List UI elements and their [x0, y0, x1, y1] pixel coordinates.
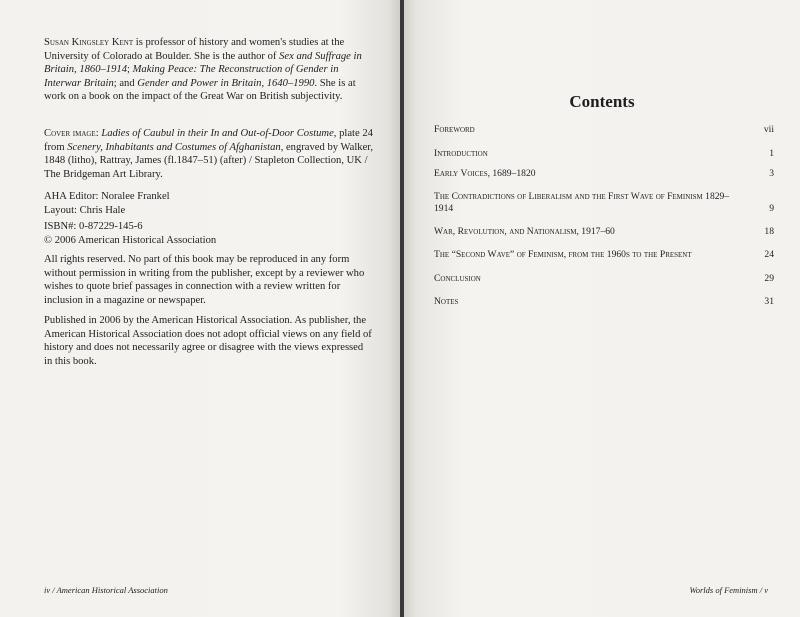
toc-entry-page: 9 — [769, 203, 774, 214]
toc-entry[interactable] — [434, 124, 774, 137]
book-title: Gender and Power in Britain, 1640–1990 — [137, 77, 315, 89]
right-footer: Worlds of Feminism / v — [689, 585, 768, 595]
bio-separator: ; — [127, 64, 133, 76]
toc-entry[interactable] — [434, 168, 774, 181]
published-paragraph: Published in 2006 by the American Historical Association. As publisher, the American Historical Association does not adopt official views on any field of history and does not necessarily agree or disagree with the views expressed in this book. — [44, 315, 372, 367]
toc-entry-label: Foreword — [434, 124, 475, 135]
toc-entry[interactable] — [434, 273, 774, 286]
toc-entry[interactable] — [434, 191, 774, 216]
cover-text: , engraved by Walker, 1848 (litho), Rattray, James (fl.1847–51) (after) / Stapleton Collection, UK / The Bridgeman Art Library. — [44, 141, 374, 180]
author-bio — [44, 36, 374, 104]
toc-entry-page: 24 — [764, 249, 774, 260]
toc-entry-page: 31 — [764, 296, 774, 307]
toc-entry[interactable] — [434, 226, 774, 239]
toc-entry-page: 1 — [769, 147, 774, 159]
toc-entry-label: Notes — [434, 296, 459, 307]
isbn-line: ISBN#: 0-87229-145-6 — [44, 221, 143, 232]
rights-paragraph: All rights reserved. No part of this book may be reproduced in any form without permission in writing from the publisher, except by a reviewer who wishes to quote brief passages in connection with a review written for inclusion in a magazine or newspaper. — [44, 254, 365, 306]
toc-entry-page: 18 — [764, 225, 774, 237]
toc-entry-label: The “Second Wave” of Feminism, from the 1960s to the Present — [434, 249, 692, 260]
author-name: Susan Kingsley Kent — [44, 37, 134, 48]
toc-entry-page: 3 — [769, 168, 774, 179]
cover-label: Cover image: — [44, 128, 99, 139]
toc-entry-label: War, Revolution, and Nationalism, 1917–60 — [434, 225, 615, 237]
toc-entry-page: 29 — [764, 272, 774, 284]
bio-separator: ; and — [113, 77, 138, 89]
toc-entry[interactable] — [434, 249, 774, 262]
book-title: Making Peace: The Reconstruction of Gender in Interwar Britain — [44, 64, 339, 89]
toc-entry-label: Early Voices, 1689–1820 — [434, 168, 536, 179]
cover-text: , plate 24 from — [44, 128, 373, 153]
bio-text: . She is at work on a book on the impact of the Great War on British subjectivity. — [44, 77, 356, 103]
book-title: Sex and Suffrage in Britain, 1860–1914 — [44, 50, 362, 76]
contents-title: Contents — [569, 92, 635, 111]
toc-entry[interactable] — [434, 296, 774, 309]
toc-entry-label: The Contradictions of Liberalism and the First Wave of Feminism 1829–1914 — [434, 190, 730, 214]
layout-line: Layout: Chris Hale — [44, 205, 126, 216]
toc-entry-label: Conclusion — [434, 272, 481, 284]
left-footer: iv / American Historical Association — [44, 585, 168, 595]
toc-entry[interactable] — [434, 148, 774, 161]
cover-source: Scenery, Inhabitants and Costumes of Afghanistan — [67, 141, 281, 153]
table-of-contents — [434, 124, 774, 309]
copyright-line: © 2006 American Historical Association — [44, 235, 217, 246]
editor-line: AHA Editor: Noralee Frankel — [44, 191, 170, 202]
toc-entry-label: Introduction — [434, 147, 488, 159]
bio-text: is professor of history and women's studies at the University of Colorado at Boulder. She is the author of — [44, 37, 345, 62]
right-page — [404, 0, 800, 617]
toc-entry-page: vii — [763, 124, 774, 135]
cover-credit — [44, 127, 374, 181]
cover-title: Ladies of Caubul in their In and Out-of-Door Costume — [101, 128, 334, 139]
